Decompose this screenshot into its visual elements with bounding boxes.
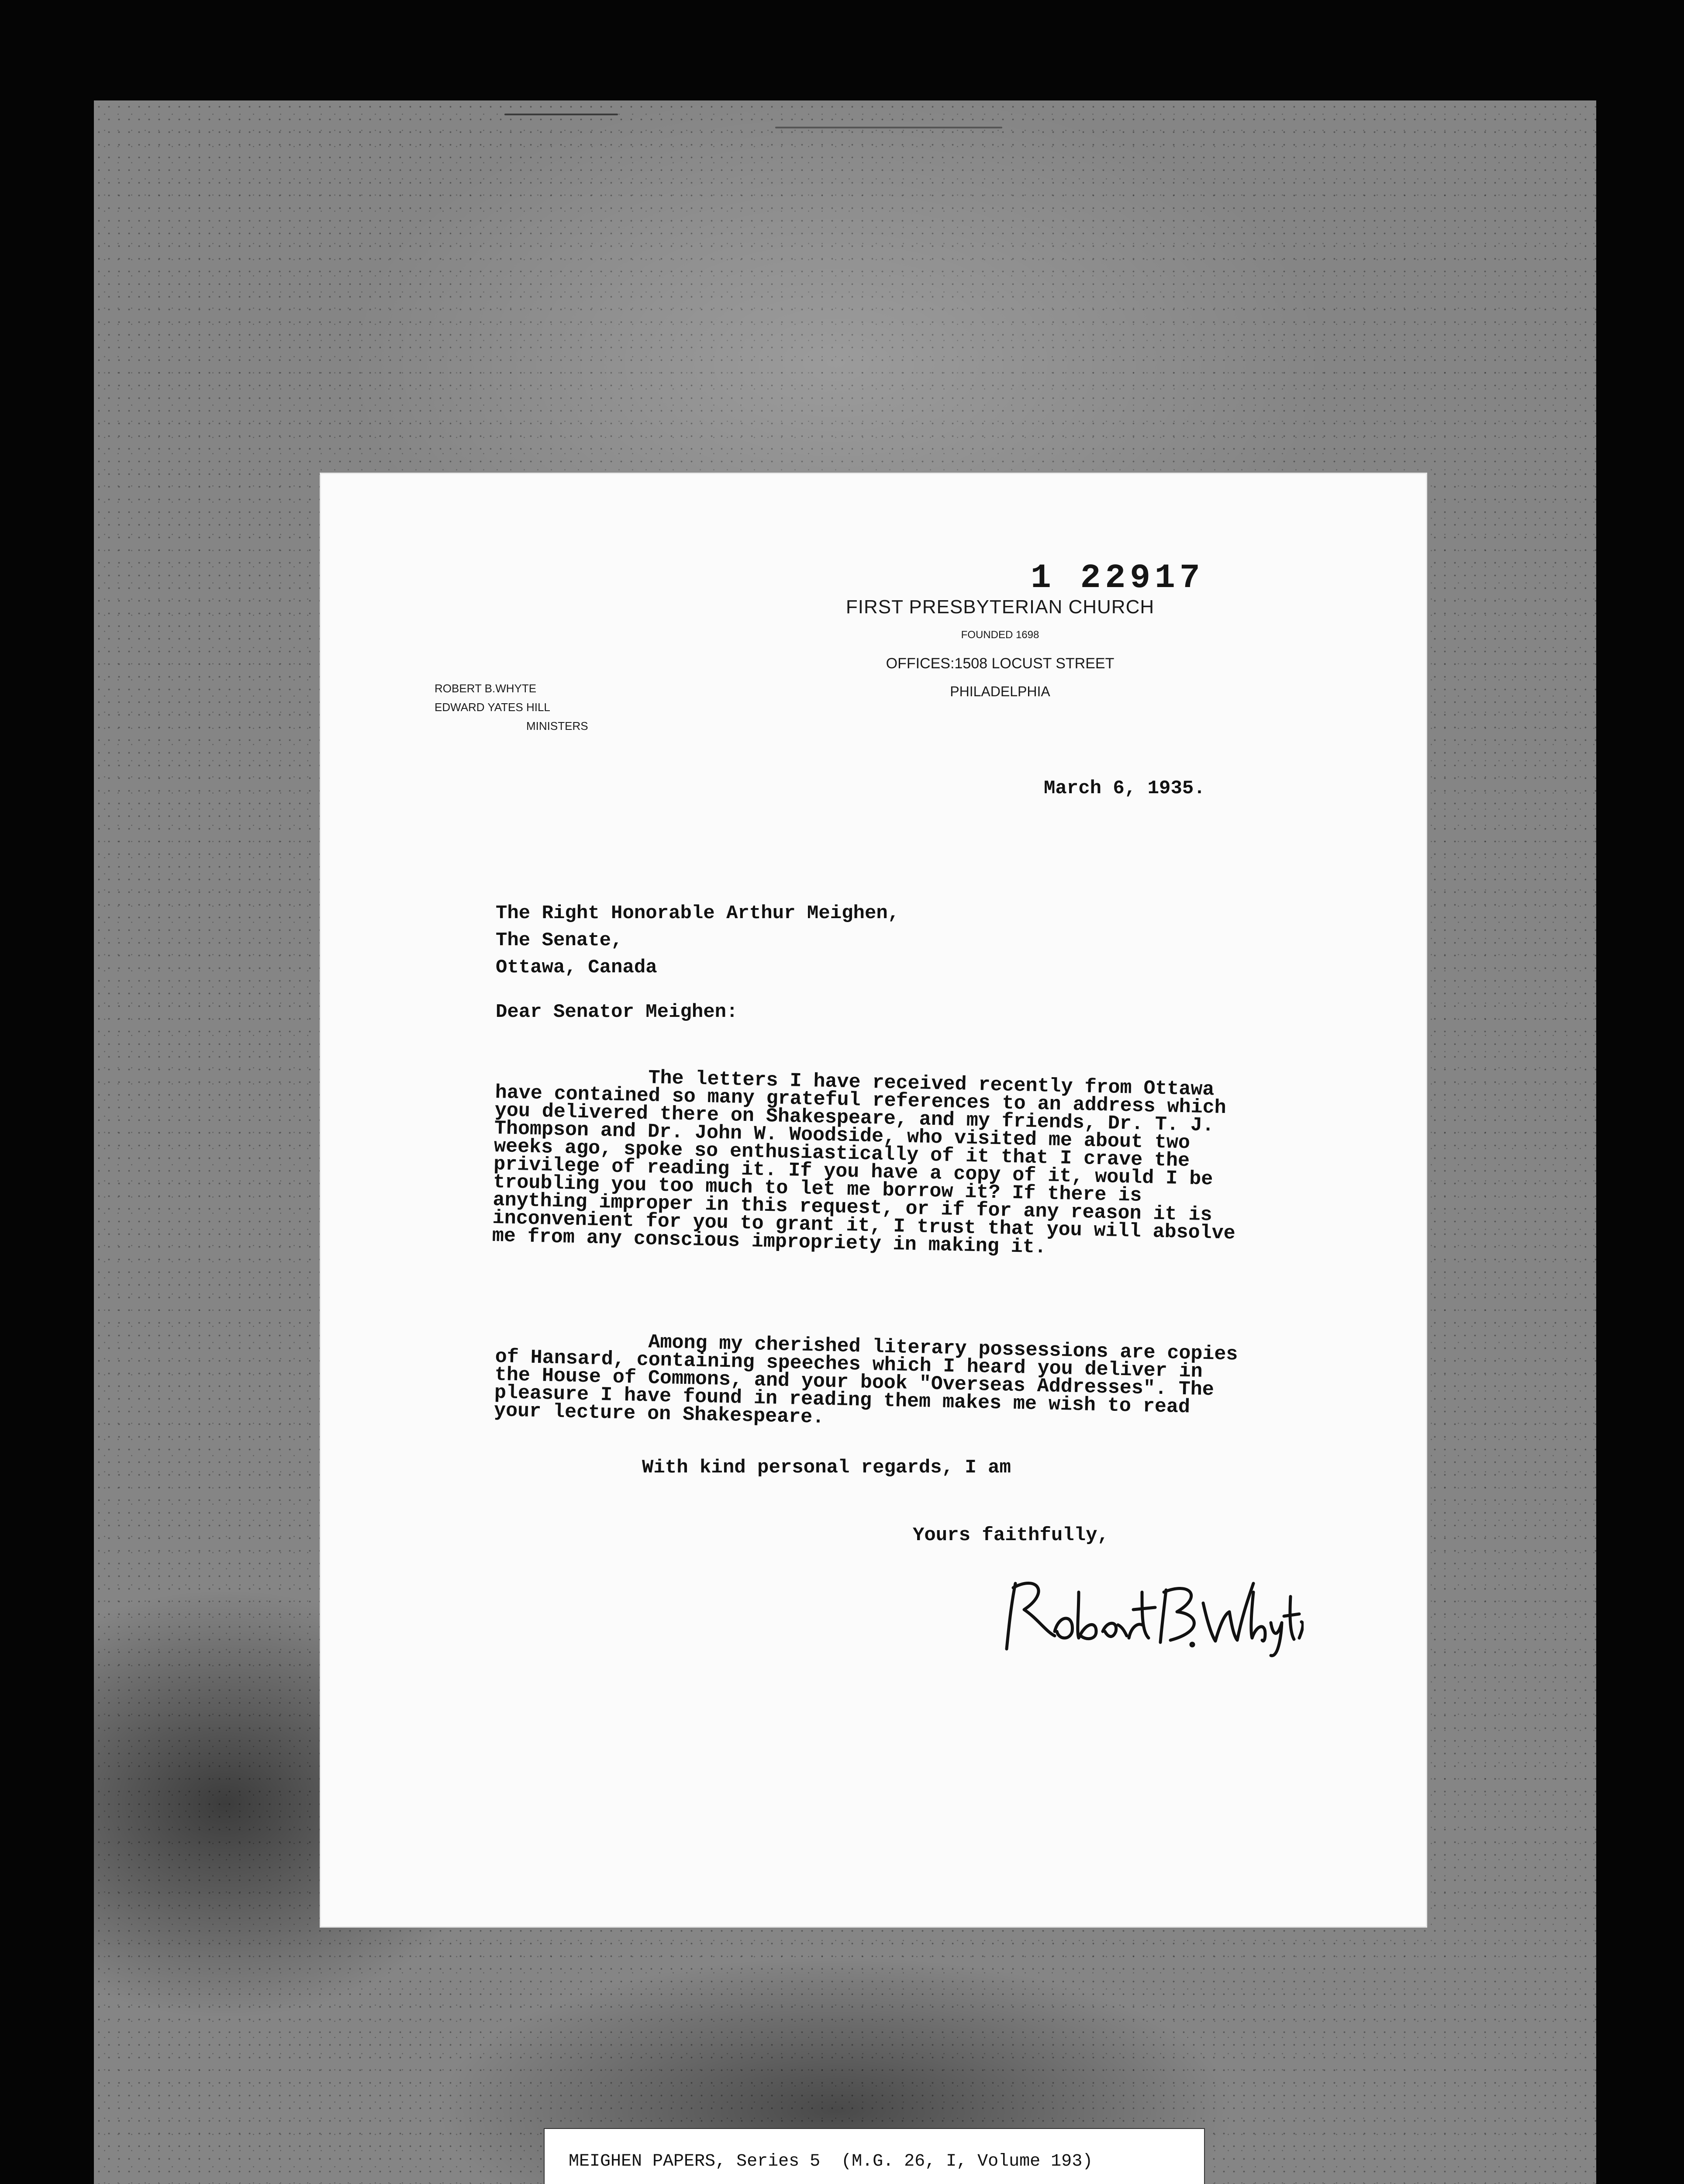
letter-page: [321, 474, 1426, 1926]
letterhead-founded: FOUNDED 1698: [961, 629, 1039, 641]
ministers-label: MINISTERS: [526, 719, 588, 733]
letterhead-offices: OFFICES:1508 LOCUST STREET: [886, 655, 1115, 672]
address-line: The Right Honorable Arthur Meighen,: [496, 902, 900, 924]
catalog-reference-label: [544, 2128, 1205, 2184]
letterhead-church-name: FIRST PRESBYTERIAN CHURCH: [845, 596, 1155, 618]
closing-line: With kind personal regards, I am: [642, 1457, 1011, 1479]
salutation: Dear Senator Meighen:: [496, 1001, 738, 1023]
complimentary-close: Yours faithfully,: [913, 1524, 1109, 1546]
letter-paragraph: The letters I have received recently from Ottawa have contained so many grateful references to an address which you delivered there on Shakespeare, and my friends, Dr. T. J. Thompson and Dr. John W. Woodside, who visited me about two weeks ago, spoke so enthusiastically of it that I crave the privilege of reading it. If you have a copy of it, would I be troubling you too much to let me borrow it? If there is anything improper in this request, or if for any reason it is inconvenient for you to grant it, I trust that you will absolve me from any conscious impropriety in making it.: [492, 1067, 1236, 1259]
address-line: The Senate,: [496, 930, 623, 951]
letterhead-city: PHILADELPHIA: [950, 684, 1050, 699]
mount-mark: [504, 114, 618, 115]
minister-name: ROBERT B.WHYTE: [435, 682, 537, 695]
letter-paragraph: Among my cherished literary possessions are copies of Hansard, containing speeches which I heard you deliver in the House of Commons, and your book "Overseas Addresses". The pleasure I have found in reading them makes me wish to read your lecture on Shakespeare.: [493, 1331, 1238, 1429]
minister-name: EDWARD YATES HILL: [435, 701, 550, 714]
document-number: 1 22917: [1031, 559, 1204, 598]
handwritten-signature: [998, 1566, 1304, 1662]
letter-date: March 6, 1935.: [1044, 778, 1205, 799]
ministers-block: [435, 679, 588, 736]
catalog-reference-text: MEIGHEN PAPERS, Series 5 (M.G. 26, I, Volume 193): [569, 2152, 1093, 2171]
recipient-address: [496, 900, 899, 981]
address-line: Ottawa, Canada: [496, 957, 657, 978]
mount-mark: [775, 127, 1002, 128]
